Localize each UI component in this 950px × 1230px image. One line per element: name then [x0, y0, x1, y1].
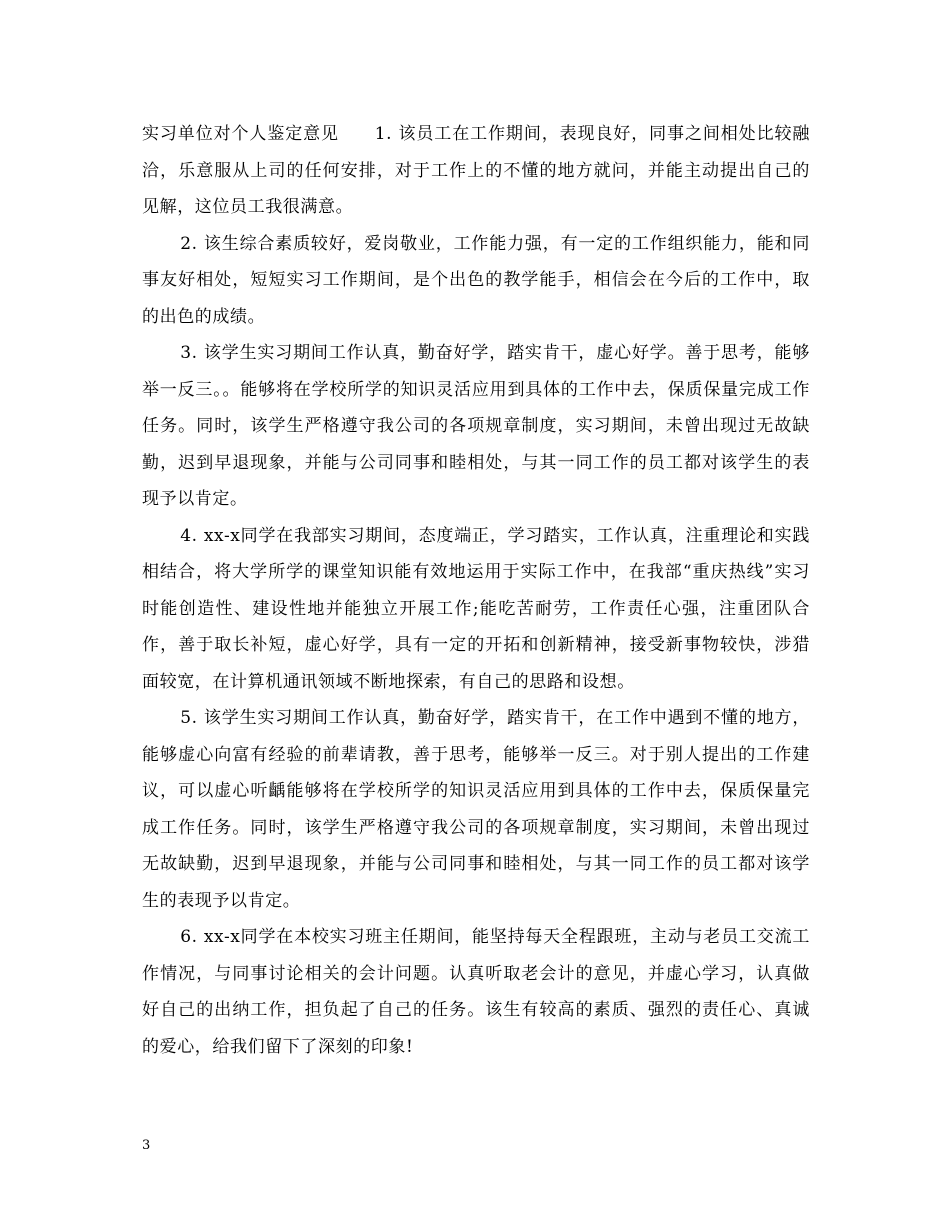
- paragraph-6: 6. xx-x同学在本校实习班主任期间，能坚持每天全程跟班，主动与老员工交流工作情况，与同事讨论相关的会计问题。认真听取老会计的意见，并虚心学习，认真做好自己的出纳工作，担负起了自己的任务。该生有较高的素质、强烈的责任心、真诚的爱心，给我们留下了深刻的印象!: [142, 927, 810, 1057]
- paragraph-3: 3. 该学生实习期间工作认真，勤奋好学，踏实肯干，虚心好学。善于思考，能够举一反三。。能够将在学校所学的知识灵活应用到具体的工作中去，保质保量完成工作任务。同时，该学生严格遵守我公司的各项规章制度，实习期间，未曾出现过无故缺勤，迟到早退现象，并能与公司同事和睦相处，与其一同工作的员工都对该学生的表现予以肯定。: [142, 343, 810, 509]
- paragraph-2: 2. 该生综合素质较好，爱岗敬业，工作能力强，有一定的工作组织能力，能和同事友好相处，短短实习工作期间，是个出色的教学能手，相信会在今后的工作中，取的出色的成绩。: [142, 233, 810, 327]
- page-number: 3: [142, 1138, 151, 1153]
- document-body: [142, 116, 810, 1065]
- paragraph-1: 实习单位对个人鉴定意见 1. 该员工在工作期间，表现良好，同事之间相处比较融洽，乐意服从上司的任何安排，对于工作上的不懂的地方就问，并能主动提出自己的见解，这位员工我很满意。: [142, 124, 810, 217]
- paragraph-5: 5. 该学生实习期间工作认真，勤奋好学，踏实肯干，在工作中遇到不懂的地方，能够虚心向富有经验的前辈请教，善于思考，能够举一反三。对于别人提出的工作建议，可以虚心听齲能够将在学校所学的知识灵活应用到具体的工作中去，保质保量完成工作任务。同时，该学生严格遵守我公司的各项规章制度，实习期间，未曾出现过无故缺勤，迟到早退现象，并能与公司同事和睦相处，与其一同工作的员工都对该学生的表现予以肯定。: [142, 708, 810, 911]
- paragraph-4: 4. xx-x同学在我部实习期间，态度端正，学习踏实，工作认真，注重理论和实践相结合，将大学所学的课堂知识能有效地运用于实际工作中，在我部“重庆热线”实习时能创造性、建设性地并能独立开展工作;能吃苦耐劳，工作责任心强，注重团队合作，善于取长补短，虚心好学，具有一定的开拓和创新精神，接受新事物较快，涉猎面较宽，在计算机通讯领域不断地探索，有自己的思路和设想。: [142, 525, 810, 692]
